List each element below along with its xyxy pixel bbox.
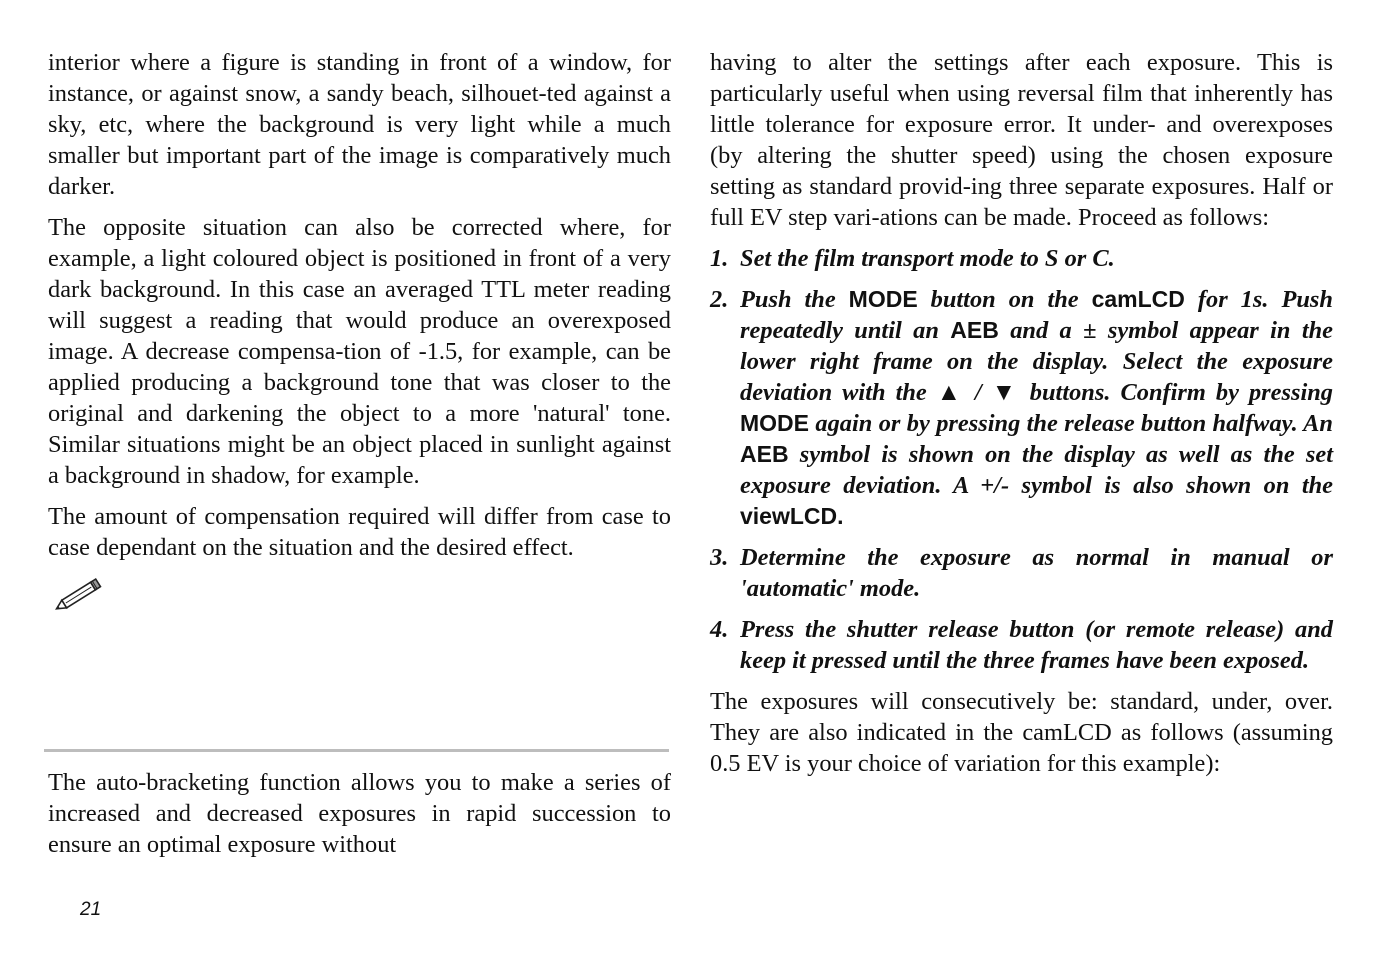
aeb-label: AEB	[950, 317, 999, 343]
step-number: 3.	[710, 544, 729, 571]
right-column	[710, 47, 1333, 789]
aeb-label: AEB	[740, 441, 789, 467]
step-text: Determine the exposure as normal in manual or 'automatic' mode.	[740, 544, 1333, 602]
step-text: again or by pressing the release button halfway. An	[809, 410, 1333, 437]
paragraph-exposure-sequence: The exposures will consecutively be: standard, under, over. They are also indicated in the camLCD as follows (assuming 0.5 EV is your choice of variation for this example):	[710, 688, 1333, 777]
paragraph-compensation-amount: The amount of compensation required will differ from case to case dependant on the situation and the desired effect.	[48, 503, 671, 561]
pencil-icon	[50, 575, 106, 617]
paragraph-auto-bracketing: The auto-bracketing function allows you to make a series of increased and decreased exposures in rapid succession to ensure an optimal exposure without	[48, 769, 671, 858]
step-text: Set the film transport mode to S or C.	[740, 245, 1115, 272]
step-4	[710, 614, 1333, 676]
camlcd-label: camLCD	[1091, 286, 1185, 312]
step-text: and a ± symbol appear in the lower right frame on the display. Select the exposure deviation with the ▲ / ▼ buttons. Confirm by pressing	[740, 317, 1333, 406]
page-number: 21	[80, 899, 102, 920]
step-text: button on the	[917, 286, 1092, 313]
mode-key-label: MODE	[848, 286, 918, 312]
viewlcd-label: viewLCD.	[740, 503, 844, 529]
step-text: for 1s. Push repeatedly until an	[740, 286, 1333, 344]
procedure-steps	[710, 243, 1333, 676]
step-number: 4.	[710, 616, 729, 643]
auto-bracketing-section	[48, 767, 671, 870]
step-1	[710, 243, 1333, 274]
paragraph-backlight: interior where a figure is standing in front of a window, for instance, or against snow, a sandy beach, silhouet-ted against a sky, etc, where the background is very light while a much smaller but important part of the image is comparatively much darker.	[48, 49, 671, 200]
step-3	[710, 542, 1333, 604]
step-text: Press the shutter release button (or remote release) and keep it pressed until the three frames have been exposed.	[740, 616, 1333, 674]
step-number: 2.	[710, 286, 729, 313]
step-text: symbol is shown on the display as well as the set exposure deviation. A +/- symbol is also shown on the	[740, 441, 1333, 499]
mode-key-label: MODE	[740, 410, 809, 436]
paragraph-bracketing-intro: having to alter the settings after each exposure. This is particularly useful when using reversal film that inherently has little tolerance for exposure error. It under- and overexposes (by altering the shutter speed) using the chosen exposure setting as standard provid-ing three separate exposures. Half or full EV step vari-ations can be made. Proceed as follows:	[710, 49, 1333, 231]
step-2	[710, 284, 1333, 532]
step-number: 1.	[710, 245, 729, 272]
left-column	[48, 47, 671, 617]
section-divider	[44, 749, 669, 752]
step-text: Push the	[740, 286, 849, 313]
paragraph-opposite-situation: The opposite situation can also be corrected where, for example, a light coloured object is positioned in front of a very dark background. In this case an averaged TTL meter reading will suggest a reading that would produce an overexposed image. A decrease compensa-tion of -1.5, for example, can be applied producing a background tone that was closer to the original and darkening the object to a more 'natural' tone. Similar situations might be an object placed in sunlight against a background in shadow, for example.	[48, 214, 671, 489]
